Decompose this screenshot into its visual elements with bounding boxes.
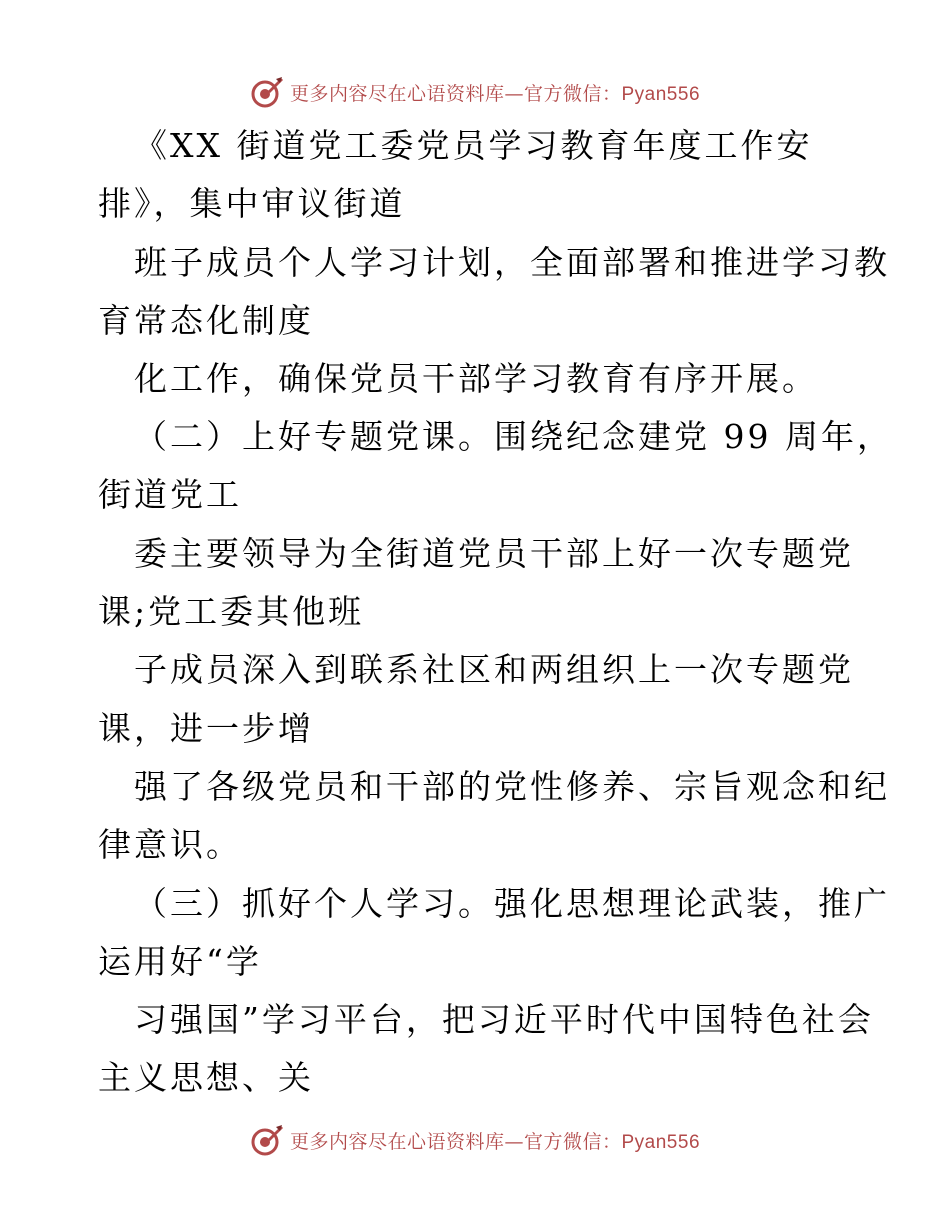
text-line: 街道党工 xyxy=(98,475,242,514)
text-line: 化工作，确保党员干部学习教育有序开展。 xyxy=(134,359,818,398)
text-line: 课;党工委其他班 xyxy=(98,592,365,631)
text-line: （二）上好专题党课。围绕纪念建党 99 周年， xyxy=(134,417,893,456)
text-line: 委主要领导为全街道党员干部上好一次专题党 xyxy=(134,534,854,573)
text-line: 排》，集中审议街道 xyxy=(98,184,406,223)
text-line: 律意识。 xyxy=(98,825,242,864)
text-line: （三）抓好个人学习。强化思想理论武装，推广 xyxy=(134,884,890,923)
text-line: 子成员深入到联系社区和两组织上一次专题党 xyxy=(134,650,854,689)
watermark-text: 更多内容尽在心语资料库—官方微信：Pyan556 xyxy=(289,1130,701,1153)
text-line: 习强国”学习平台，把习近平时代中国特色社会 xyxy=(134,1000,874,1039)
text-line: 运用好“学 xyxy=(98,942,262,981)
text-line: 主义思想、关 xyxy=(98,1058,314,1097)
text-line: 育常态化制度 xyxy=(98,301,314,340)
text-line: 《XX 街道党工委党员学习教育年度工作安 xyxy=(134,126,813,165)
watermark-text: 更多内容尽在心语资料库—官方微信：Pyan556 xyxy=(289,82,701,105)
text-line: 班子成员个人学习计划，全面部署和推进学习教 xyxy=(134,243,890,282)
text-line: 课，进一步增 xyxy=(98,709,314,748)
text-line: 强了各级党员和干部的党性修养、宗旨观念和纪 xyxy=(134,767,890,806)
footer-watermark xyxy=(0,1120,950,1160)
quill-logo-icon xyxy=(250,1123,284,1157)
